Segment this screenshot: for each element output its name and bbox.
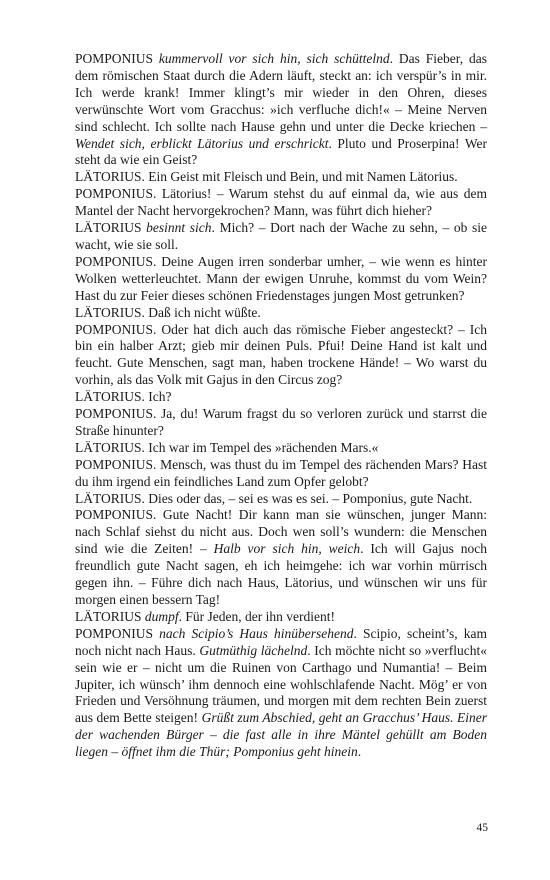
- dialogue-paragraph: [75, 305, 487, 322]
- dialogue-paragraph: [75, 51, 487, 169]
- dialogue-paragraph: [75, 169, 487, 186]
- stage-direction: kummervoll vor sich hin, sich schüttelnd: [158, 51, 390, 66]
- dialogue-text: POMPONIUS. Deine Augen irren sonderbar umher, – wie wenn es hinter Wolken wetterleuchtet. Mann der ewigen Unruhe, kommst du vom Wein? Hast du zur Feier dieses schönen Friedenstages jungen Most getrunken?: [75, 253, 487, 303]
- dialogue-text: LÄTORIUS. Ein Geist mit Fleisch und Bein, und mit Namen Lätorius.: [75, 169, 458, 185]
- dialogue-paragraph: [75, 220, 487, 254]
- dialogue-text: LÄTORIUS: [75, 608, 145, 624]
- dialogue-paragraph: [75, 626, 487, 761]
- dialogue-paragraph: [75, 254, 487, 305]
- dialogue-paragraph: [75, 322, 487, 390]
- dialogue-text: POMPONIUS. Mensch, was thust du im Tempel des rächenden Mars? Hast du ihm irgend ein feindliches Land zum Opfer gelobt?: [75, 456, 487, 489]
- dialogue-paragraph: [75, 491, 487, 508]
- dialogue-text: . Für Jeden, der ihn verdient!: [178, 608, 335, 624]
- dialogue-text: . Ich möchte nicht so »verflucht« sein wie er – nicht um die Ruinen von Carthago und Numantia! – Beim Jupiter, ich wünsch’ ihm dennoch eine wohlschlafende Nacht. Mög’ er von Frieden und Versöhnung träumen, und morgen mit dem rechten Bein zuerst aus dem Bette steigen!: [75, 642, 487, 726]
- dialogue-text: POMPONIUS: [75, 51, 159, 66]
- dialogue-paragraph: [75, 406, 487, 440]
- dialogue-text: . Ich will Gajus noch freundlich gute Nacht sagen, eh ich heimgehe: ich war vorhin mürrisch gegen ihn. – Führe dich nach Haus, Lätorius, und wünschen wir uns für morgen einen bessern Tag!: [75, 541, 488, 607]
- dialogue-text: . Mich? – Dort nach der Wache zu sehn, – ob sie wacht, wie sie soll.: [75, 220, 487, 252]
- dialogue-text: LÄTORIUS. Dies oder das, – sei es was es sei. – Pomponius, gute Nacht.: [75, 490, 473, 506]
- stage-direction: nach Scipio’s Haus hinübersehend: [159, 625, 354, 641]
- dialogue-text: LÄTORIUS. Ich war im Tempel des »rächenden Mars.«: [75, 439, 379, 455]
- dialogue-text: POMPONIUS. Oder hat dich auch das römische Fieber angesteckt? – Ich bin ein halber Arzt; gieb mir deinen Puls. Pfui! Deine Hand ist kalt und feucht. Gute Menschen, sagt man, haben trockene Hände! – Wo warst du vorhin, als das Volk mit Gajus in den Circus zog?: [75, 321, 487, 388]
- page-number: 45: [476, 822, 488, 834]
- dialogue-text: LÄTORIUS. Daß ich nicht wüßte.: [75, 304, 261, 320]
- dialogue-paragraph: [75, 389, 487, 406]
- dialogue-text: .: [357, 744, 362, 760]
- dialogue-text: LÄTORIUS: [75, 220, 147, 236]
- dialogue-text: . Scipio, scheint’s, kam noch nicht nach Haus.: [75, 625, 487, 658]
- dialogue-paragraph: [75, 440, 487, 457]
- dialogue-paragraph: [75, 457, 487, 491]
- stage-direction: Gutmüthig lächelnd: [199, 642, 308, 658]
- dialogue-text: . Pluto und Proserpina! Wer steht da wie ein Geist?: [75, 135, 488, 168]
- dialogue-paragraph: [75, 507, 487, 608]
- dialogue-text: POMPONIUS. Ja, du! Warum fragst du so verloren zurück und starrst die Straße hinunter?: [75, 406, 487, 438]
- stage-direction: Grüßt zum Abschied, geht an Gracchus’ Haus. Einer der wachenden Bürger – die fast alle in ihre Mäntel gehüllt am Boden liegen – öffnet ihm die Thür; Pomponius geht hinein: [75, 710, 487, 760]
- dialogue-text: POMPONIUS. Gute Nacht! Dir kann man sie wünschen, junger Mann: nach Schlaf siehst du nicht aus. Doch wen soll’s wundern: die Menschen sind wie die Zeiten! –: [75, 507, 487, 557]
- dialogue-paragraph: [75, 609, 487, 626]
- stage-direction: Wendet sich, erblickt Lätorius und erschrickt: [75, 135, 329, 151]
- dialogue-text: . Das Fieber, das dem römischen Staat durch die Adern läuft, steckt an: ich verspür’s in mir. Ich werde krank! Immer klingt’s mir wieder in den Ohren, dieses verwünschte Wort vom Gracchus: »ich verfluche dich!« – Meine Nerven sind schlecht. Ich sollte nach Hause gehn und unter die Decke kriechen –: [75, 51, 487, 134]
- dialogue-text: LÄTORIUS. Ich?: [75, 389, 172, 405]
- dialogue-text: POMPONIUS. Lätorius! – Warum stehst du auf einmal da, wie aus dem Mantel der Nacht hervorgekrochen? Mann, was führt dich hieher?: [75, 186, 487, 219]
- dialogue-paragraph: [75, 186, 487, 220]
- stage-direction: dumpf: [144, 608, 179, 624]
- stage-direction: Halb vor sich hin, weich: [213, 541, 361, 557]
- play-text: [75, 51, 487, 761]
- dialogue-text: POMPONIUS: [75, 625, 160, 641]
- stage-direction: besinnt sich: [146, 220, 212, 236]
